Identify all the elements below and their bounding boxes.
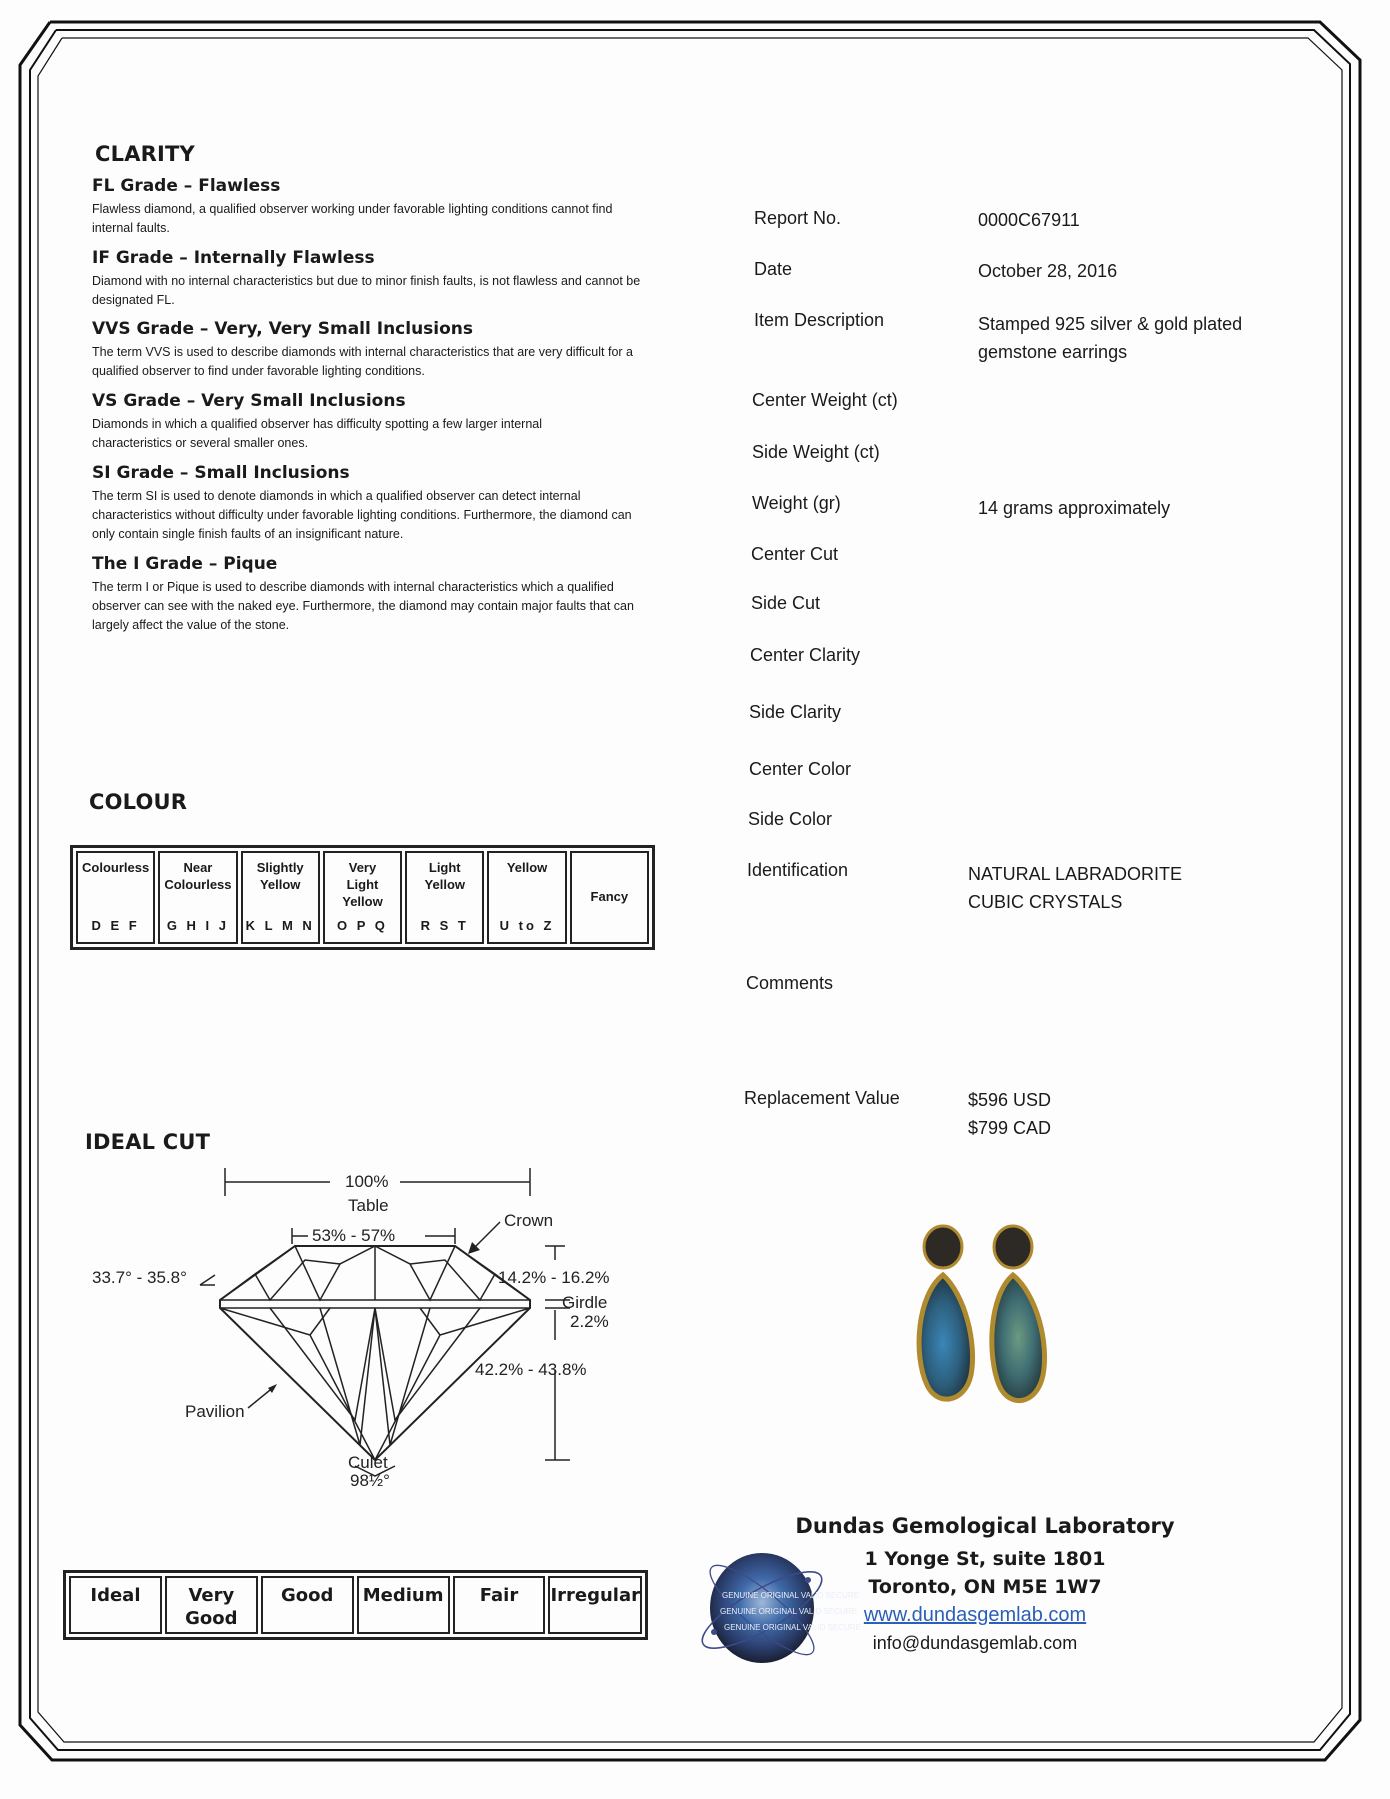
field-label-date: Date (754, 259, 793, 279)
lab-website-link[interactable]: www.dundasgemlab.com (863, 1604, 1087, 1626)
field-value-weight-gr: 14 grams approximately (978, 498, 1171, 518)
cut-grade-cell: Very Good (165, 1576, 258, 1634)
table-range-label: 53% - 57% (312, 1226, 396, 1245)
field-label-item-description: Item Description (754, 310, 885, 330)
hologram-text: GENUINE ORIGINAL VALID SECURE (722, 1591, 859, 1600)
pavilion-label: Pavilion (185, 1402, 245, 1421)
girdle-label: Girdle (562, 1293, 608, 1312)
grade-title: IF Grade – Internally Flawless (92, 248, 375, 268)
grade-description: Flawless diamond, a qualified observer working under favorable lighting conditions cannot find internal faults. (92, 202, 613, 235)
grade-title: VS Grade – Very Small Inclusions (92, 391, 406, 411)
colour-name: Very Light Yellow (342, 860, 383, 909)
grade-description: The term SI is used to denote diamonds in which a qualified observer can detect internal characteristics without difficulty under favorable lighting conditions. Furthermore, the diamond can only contain single finish faults of an insignificant nature. (92, 489, 632, 541)
colour-cell (241, 851, 320, 944)
field-value-date: October 28, 2016 (978, 261, 1118, 281)
colour-letters: O P Q (337, 918, 388, 933)
colour-cell (405, 851, 484, 944)
field-label-side-clarity: Side Clarity (749, 702, 842, 722)
field-label-side-color: Side Color (748, 809, 833, 829)
cut-grade-cell: Irregular (548, 1576, 642, 1634)
earrings-photo (905, 1225, 1055, 1425)
colour-name: Near Colourless (164, 860, 232, 892)
cut-grade-cell: Good (261, 1576, 354, 1634)
crown-label: Crown (504, 1211, 554, 1230)
pavilion-depth-label: 42.2% - 43.8% (475, 1360, 587, 1379)
field-value-identification: NATURAL LABRADORITE CUBIC CRYSTALS (968, 864, 1183, 912)
lab-address-line2: Toronto, ON M5E 1W7 (868, 1576, 1102, 1598)
table-label: Table (348, 1196, 389, 1215)
hologram-text: GENUINE ORIGINAL VALID SECURE (720, 1607, 857, 1616)
field-label-side-weight: Side Weight (ct) (752, 442, 880, 462)
grade-i (92, 554, 692, 635)
field-label-center-weight: Center Weight (ct) (752, 390, 898, 410)
colour-cell (323, 851, 402, 944)
grade-title: The I Grade – Pique (92, 554, 278, 574)
total-width-label: 100% (345, 1172, 389, 1191)
colour-letters: G H I J (166, 918, 230, 933)
colour-cell (158, 851, 237, 944)
culet-label: Culet (348, 1453, 388, 1472)
cut-grade-cell: Fair (453, 1576, 546, 1634)
lab-email: info@dundasgemlab.com (872, 1633, 1078, 1653)
lab-contact (790, 1514, 1180, 1654)
colour-name: Colourless (82, 860, 150, 875)
colour-letters: D E F (91, 918, 140, 933)
crown-angle-label: 33.7° - 35.8° (92, 1268, 187, 1287)
colour-cell (487, 851, 566, 944)
colour-cell (76, 851, 155, 944)
grade-description: Diamonds in which a qualified observer has difficulty spotting a few larger internal characteristics or several smaller ones. (92, 417, 543, 450)
field-label-comments: Comments (746, 973, 834, 993)
field-label-report-no: Report No. (754, 208, 842, 228)
earring-right (992, 1226, 1045, 1401)
lab-address-line1: 1 Yonge St, suite 1801 (864, 1548, 1106, 1570)
grade-vvs (92, 319, 692, 381)
field-label-center-color: Center Color (749, 759, 852, 779)
culet-angle-label: 98½° (350, 1471, 390, 1490)
grade-vs (92, 391, 692, 453)
colour-cell-fancy (570, 851, 649, 944)
field-value-report-no: 0000C67911 (978, 210, 1080, 230)
diamond-proportions-diagram (80, 1160, 660, 1500)
colour-name: Fancy (590, 888, 629, 904)
lab-name: Dundas Gemological Laboratory (795, 1514, 1175, 1538)
grade-fl (92, 176, 692, 238)
grade-description: The term VVS is used to describe diamonds with internal characteristics that are very difficult for a qualified observer to find under favorable lighting conditions. (92, 345, 633, 378)
grade-si (92, 463, 692, 544)
field-value-item-description: Stamped 925 silver & gold plated gemstone earrings (978, 314, 1243, 362)
hologram-text: GENUINE ORIGINAL VALID SECURE (724, 1623, 861, 1632)
field-label-side-cut: Side Cut (751, 593, 821, 613)
colour-name: Slightly Yellow (256, 860, 304, 892)
field-label-replacement-value: Replacement Value (744, 1088, 900, 1108)
ideal-cut-heading: IDEAL CUT (85, 1130, 211, 1154)
cut-grade-table (63, 1570, 648, 1640)
field-label-center-cut: Center Cut (751, 544, 839, 564)
grade-description: Diamond with no internal characteristics but due to minor finish faults, is not flawless and cannot be designated FL. (92, 274, 641, 307)
cut-grade-cell: Medium (357, 1576, 450, 1634)
grade-title: VVS Grade – Very, Very Small Inclusions (92, 319, 474, 339)
grade-description: The term I or Pique is used to describe diamonds with internal characteristics which a qualified observer can see with the naked eye. Furthermore, the diamond may contain major faults that can largely affect the value of the stone. (92, 580, 634, 632)
grade-if (92, 248, 692, 310)
clarity-grade-list (92, 176, 692, 646)
field-label-identification: Identification (747, 860, 849, 880)
colour-letters: K L M N (245, 918, 315, 933)
cut-grade-cell: Ideal (69, 1576, 162, 1634)
colour-heading: COLOUR (89, 790, 188, 814)
colour-letters: U to Z (499, 918, 555, 933)
girdle-value-label: 2.2% (570, 1312, 609, 1331)
field-label-weight-gr: Weight (gr) (752, 493, 841, 513)
colour-grade-table (70, 845, 655, 950)
colour-name: Yellow (506, 860, 548, 875)
grade-title: FL Grade – Flawless (92, 176, 281, 196)
field-label-center-clarity: Center Clarity (750, 645, 861, 665)
colour-letters: R S T (420, 918, 469, 933)
clarity-heading: CLARITY (95, 142, 195, 166)
field-value-replacement-value: $596 USD $799 CAD (968, 1090, 1052, 1138)
earring-left (919, 1226, 972, 1399)
grade-title: SI Grade – Small Inclusions (92, 463, 350, 483)
crown-height-label: 14.2% - 16.2% (498, 1268, 610, 1287)
colour-name: Light Yellow (424, 860, 465, 892)
